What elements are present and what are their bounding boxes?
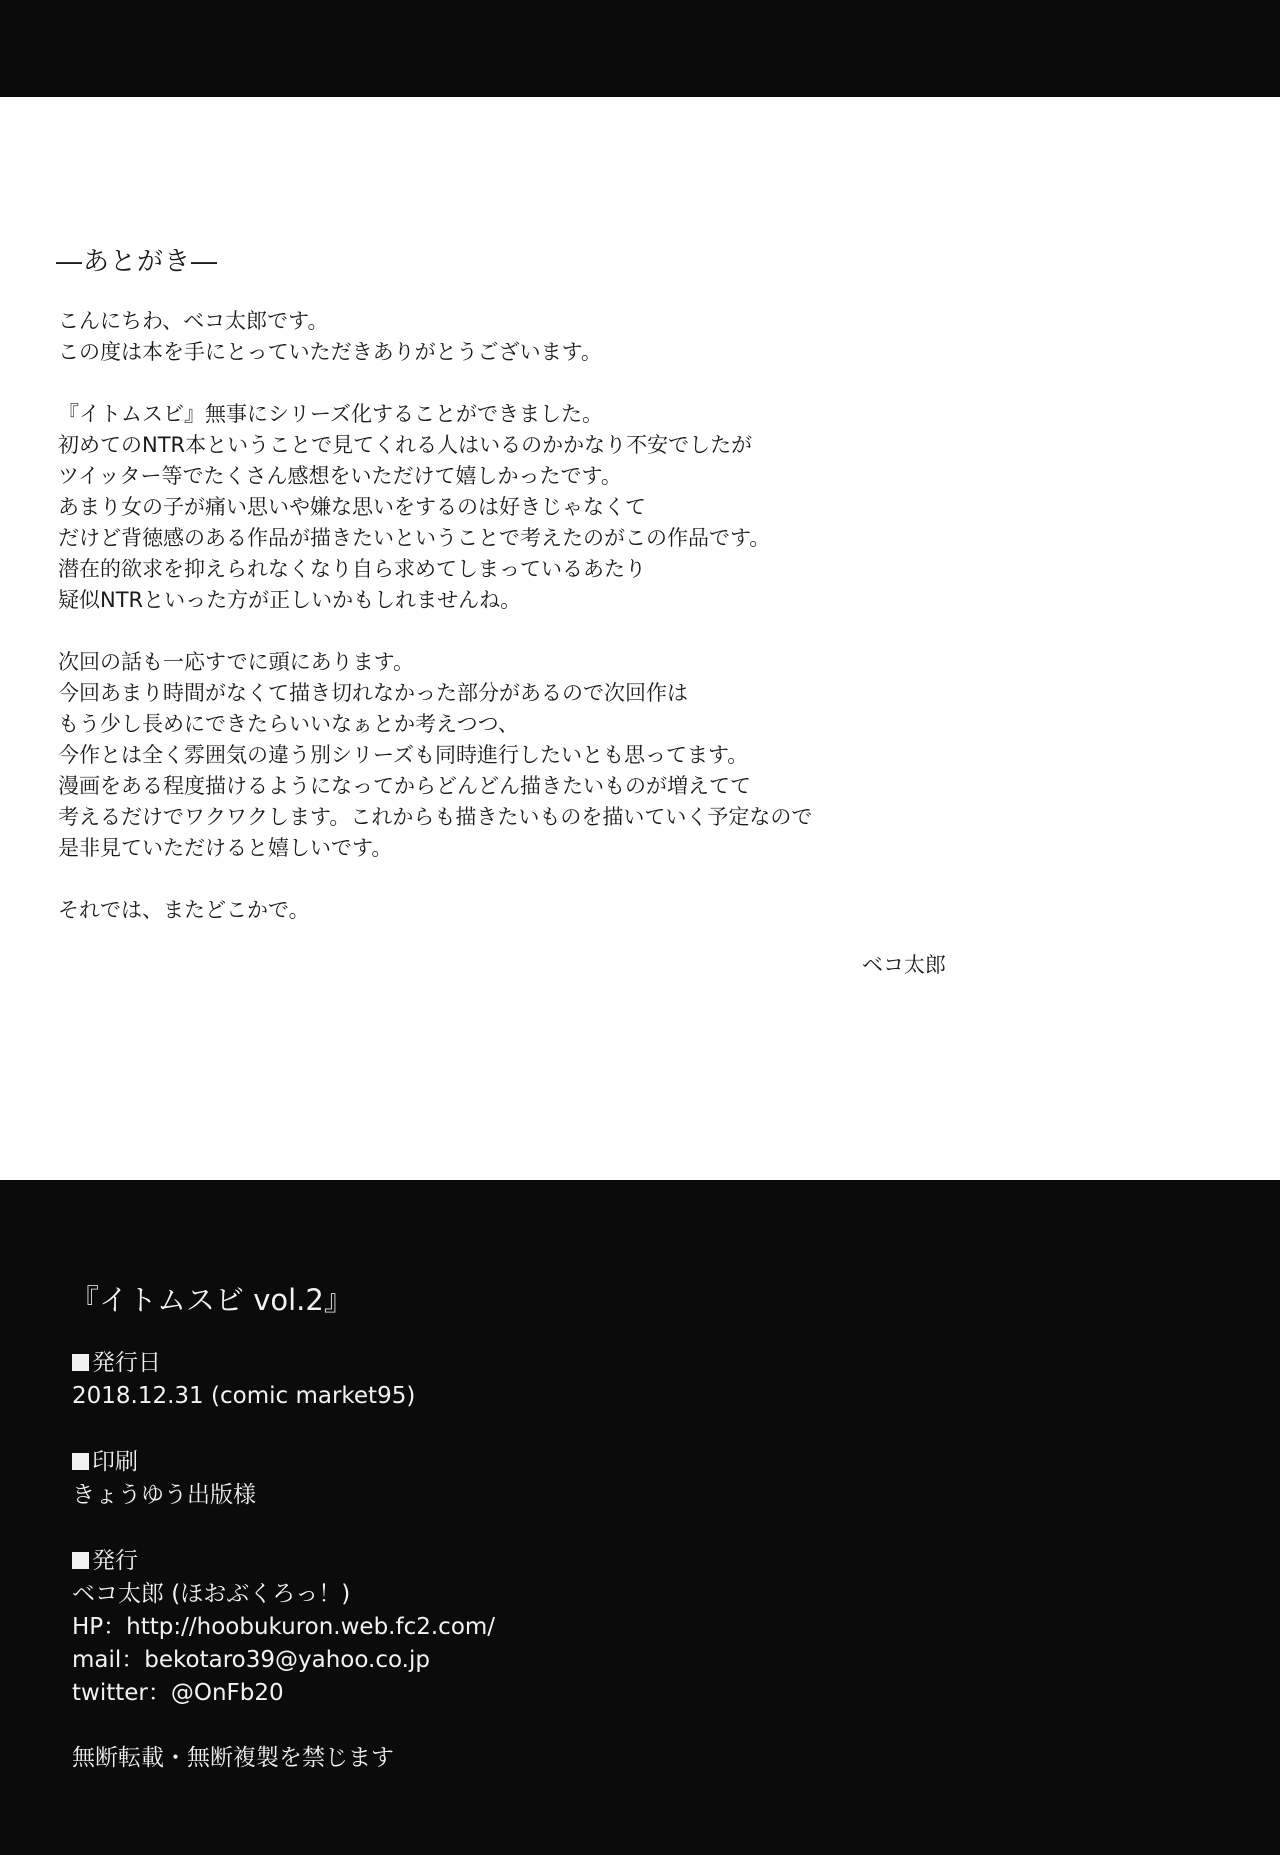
afterword-line: 潜在的欲求を抑えられなくなり自ら求めてしまっているあたり xyxy=(58,557,646,581)
afterword-line: 疑似NTRといった方が正しいかもしれませんね。 xyxy=(58,588,522,612)
publisher-block xyxy=(72,1545,1172,1710)
afterword-line: 『イトムスビ』無事にシリーズ化することができました。 xyxy=(58,402,603,426)
afterword-line: 今作とは全く雰囲気の違う別シリーズも同時進行したいとも思ってます。 xyxy=(58,743,749,767)
copyright-notice: 無断転載・無断複製を禁じます xyxy=(72,1745,394,1771)
notice-block xyxy=(72,1742,1172,1775)
afterword-line: それでは、またどこかで。 xyxy=(58,898,310,922)
printing-block xyxy=(72,1446,1172,1512)
publisher-hp: HP：http://hoobukuron.web.fc2.com/ xyxy=(72,1614,496,1640)
afterword-paragraph xyxy=(58,399,1208,616)
afterword-line: こんにちわ、ベコ太郎です。 xyxy=(58,309,329,333)
afterword-title: ―あとがき― xyxy=(56,247,219,277)
afterword-line: だけど背徳感のある作品が描きたいということで考えたのがこの作品です。 xyxy=(58,526,771,550)
afterword-line: 漫画をある程度描けるようになってからどんどん描きたいものが増えてて xyxy=(58,774,751,798)
afterword-signature: ベコ太郎 xyxy=(862,953,946,977)
afterword-line: あまり女の子が痛い思いや嫌な思いをするのは好きじゃなくて xyxy=(58,495,646,519)
publisher-name: ベコ太郎 (ほおぶくろっ！) xyxy=(72,1581,351,1607)
publisher-twitter: twitter：@OnFb20 xyxy=(72,1680,284,1706)
afterword-line: 考えるだけでワクワクします。これからも描きたいものを描いていく予定なので xyxy=(58,805,813,829)
publisher-mail: mail：bekotaro39@yahoo.co.jp xyxy=(72,1647,430,1673)
issue-date-heading: 発行日 xyxy=(72,1347,1172,1380)
afterword-paragraph xyxy=(58,306,1208,368)
afterword-line: 今回あまり時間がなくて描き切れなかった部分があるので次回作は xyxy=(58,681,688,705)
printing-value: きょうゆう出版様 xyxy=(72,1482,256,1508)
afterword-body xyxy=(58,306,1208,957)
colophon-title: 『イトムスビ vol.2』 xyxy=(70,1283,353,1317)
colophon-section xyxy=(0,1180,1280,1855)
issue-date-block xyxy=(72,1347,1172,1413)
afterword-section xyxy=(0,97,1280,1180)
afterword-line: 初めてのNTR本ということで見てくれる人はいるのかかなり不安でしたが xyxy=(58,433,753,457)
afterword-line: 是非見ていただけると嬉しいです。 xyxy=(58,836,393,860)
afterword-line: ツイッター等でたくさん感想をいただけて嬉しかったです。 xyxy=(58,464,622,488)
printing-heading: 印刷 xyxy=(72,1446,1172,1479)
afterword-paragraph xyxy=(58,895,1208,926)
afterword-line: この度は本を手にとっていただきありがとうございます。 xyxy=(58,340,602,364)
afterword-line: 次回の話も一応すでに頭にあります。 xyxy=(58,650,414,674)
afterword-paragraph xyxy=(58,647,1208,864)
issue-date-value: 2018.12.31 (comic market95) xyxy=(72,1383,416,1409)
top-black-band xyxy=(0,0,1280,97)
afterword-line: もう少し長めにできたらいいなぁとか考えつつ、 xyxy=(58,712,519,736)
publisher-heading: 発行 xyxy=(72,1545,1172,1578)
